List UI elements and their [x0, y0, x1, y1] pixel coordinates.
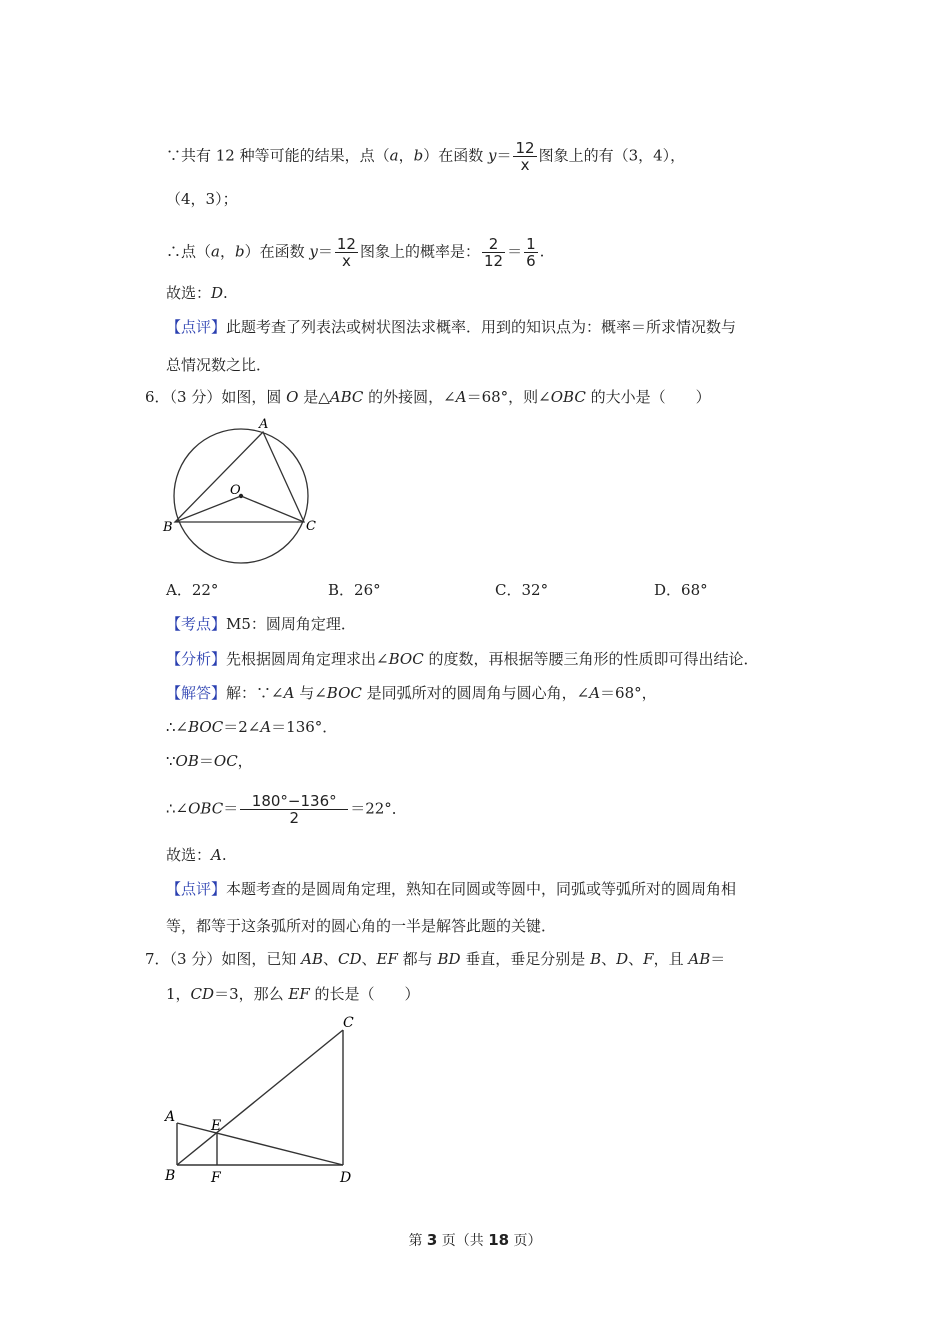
- perpendicular-figure: [160, 1010, 370, 1190]
- page-footer: 第 3 页（共 18 页）: [408, 1231, 542, 1249]
- label-c: C: [306, 519, 316, 534]
- fraction-12-over-x-2: $\frac{12}{x}$: [336, 235, 356, 270]
- choice-c[interactable]: C．32°: [495, 581, 549, 599]
- kaodian-line: 【考点】M5：圆周角定理．: [166, 615, 356, 633]
- solution-step-3: ∴∠OBC＝ $\frac{180^\circ-136^\circ}{2}$ ＝22°．: [166, 792, 407, 827]
- question-7-line-1: 7．（3 分）如图，已知 AB、CD、EF 都与 BD 垂直，垂足分别是 B、D、F，且 AB＝: [145, 950, 726, 968]
- choices-row: [166, 580, 806, 600]
- choice-d[interactable]: D．68°: [654, 581, 708, 599]
- fraction-1-over-6: $\frac{1}{6}$: [526, 235, 536, 270]
- choice-b[interactable]: B．26°: [328, 581, 381, 599]
- fenxi-line: 【分析】先根据圆周角定理求出∠BOC 的度数，再根据等腰三角形的性质即可得出结论．: [166, 650, 759, 668]
- circle-figure: [160, 410, 340, 570]
- comment-line-3: 【点评】本题考查的是圆周角定理，熟知在同圆或等圆中，同弧或等弧所对的圆周角相: [166, 880, 737, 898]
- fraction-12-over-x: $\frac{12}{x}$: [515, 139, 535, 174]
- solution-step-2: ∵OB＝OC，: [166, 752, 253, 770]
- question-6: 6．（3 分）如图，圆 O 是△ABC 的外接圆，∠A＝68°，则∠OBC 的大小是（ ）: [145, 388, 711, 406]
- comment-tag: 【点评】: [166, 318, 227, 336]
- label-d2: D: [340, 1170, 352, 1186]
- fraction-angle: $\frac{180^\circ-136^\circ}{2}$: [240, 793, 348, 826]
- comment-line-4: 等，都等于这条弧所对的圆心角的一半是解答此题的关键．: [166, 917, 557, 935]
- total-pages: 18: [488, 1231, 510, 1249]
- fraction-2-over-12: $\frac{2}{12}$: [483, 235, 504, 270]
- label-c2: C: [343, 1015, 354, 1031]
- label-a2: A: [165, 1109, 176, 1125]
- segment-ob: [175, 496, 241, 522]
- jieda-line: 【解答】解：∵∠A 与∠BOC 是同弧所对的圆周角与圆心角，∠A＝68°，: [166, 684, 657, 702]
- solution-step-1: ∴∠BOC＝2∠A＝136°．: [166, 718, 338, 736]
- segment-bc: [177, 1030, 343, 1165]
- choice-a[interactable]: A．22°: [166, 581, 219, 599]
- page-number: 3: [426, 1231, 438, 1249]
- answer-line-1: 故选：D.: [166, 284, 228, 302]
- solution-line-2: （4，3）；: [166, 190, 238, 208]
- label-b2: B: [165, 1168, 176, 1184]
- solution-line-1: ∵共有 12 种等可能的结果，点（a，b）在函数 y＝ $\frac{12}{x}$ 图象上的有（3，4），: [166, 139, 686, 174]
- label-e2: E: [211, 1118, 222, 1134]
- label-a: A: [259, 417, 269, 432]
- answer-line-2: 故选：A.: [166, 846, 227, 864]
- label-o: O: [230, 483, 241, 498]
- label-b: B: [163, 520, 173, 535]
- question-7-line-2: 1，CD＝3，那么 EF 的长是（ ）: [166, 985, 420, 1003]
- comment-line-1: 【点评】此题考查了列表法或树状图法求概率．用到的知识点为：概率＝所求情况数与: [166, 318, 737, 336]
- label-f2: F: [211, 1170, 221, 1186]
- solution-line-3: ∴点（a，b）在函数 y＝ $\frac{12}{x}$ 图象上的概率是： $\frac{2}{12}$ ＝ $\frac{1}{6}$ .: [166, 235, 545, 270]
- comment-line-2: 总情况数之比．: [166, 356, 272, 374]
